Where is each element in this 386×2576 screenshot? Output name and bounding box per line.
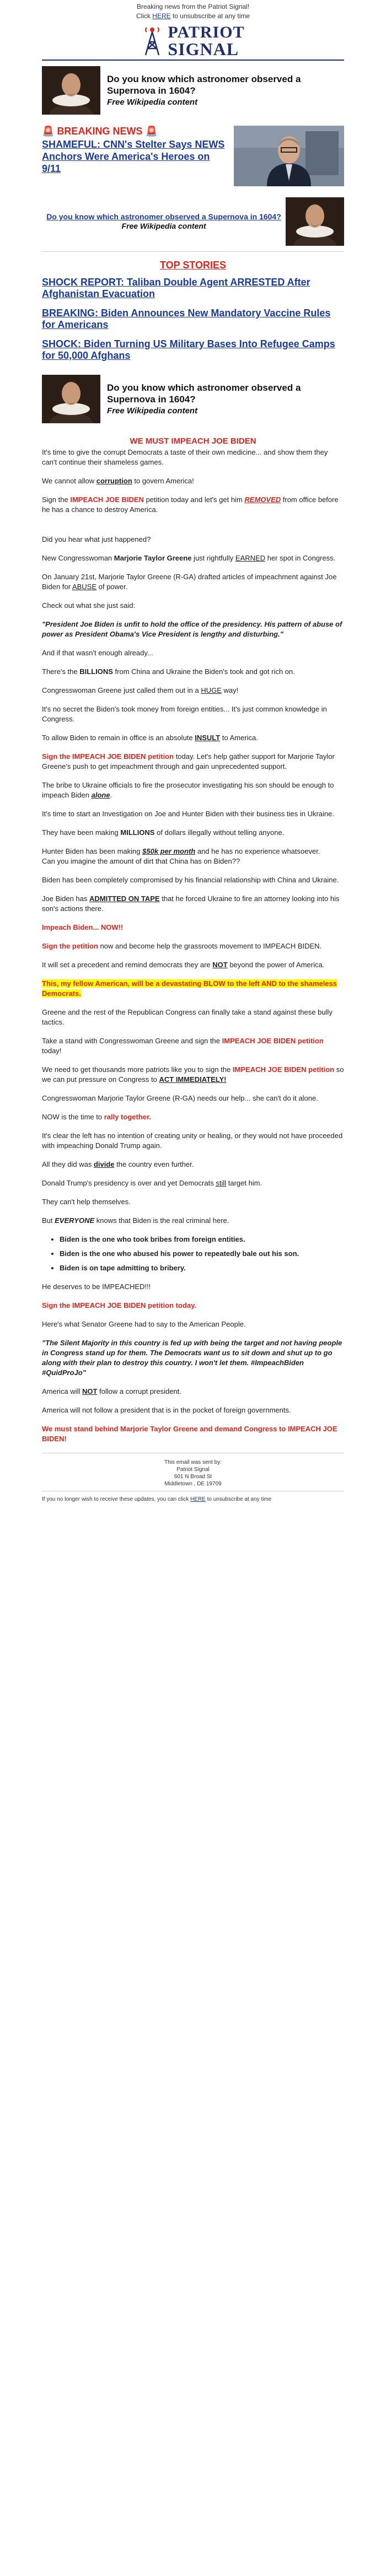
unsubscribe-link[interactable]: HERE <box>190 1496 206 1502</box>
list-item: • Biden is the one who abused his power to repeatedly bale out his son. <box>60 1249 344 1259</box>
paragraph: But EVERYONE knows that Biden is the real criminal here. <box>42 1216 229 1225</box>
ad-subtitle: Free Wikipedia content <box>107 406 198 416</box>
list-item: • Biden is on tape admitting to bribery. <box>60 1263 344 1273</box>
paragraph: Impeach Biden... NOW!! <box>42 923 124 931</box>
ad-portrait-image <box>42 375 100 423</box>
sponsored-ad-3[interactable] <box>42 369 344 429</box>
paragraph: America will not follow a president that is in the pocket of foreign governments. <box>42 1406 291 1414</box>
article-body <box>42 436 344 1444</box>
paragraph: NOW is the time to rally together. <box>42 1113 151 1121</box>
paragraph: It's clear the left has no intention of creating unity or healing, or they would not have proceeded with impeaching Donald Trump again. <box>42 1131 343 1150</box>
paragraph: Take a stand with Congresswoman Greene and sign the IMPEACH JOE BIDEN petition today! <box>42 1037 324 1055</box>
preheader <box>0 0 386 21</box>
paragraph: They can't help themselves. <box>42 1198 131 1206</box>
paragraph: All they did was divide the country even further. <box>42 1160 194 1168</box>
breaking-news-text <box>42 126 228 186</box>
paragraph: Sign the IMPEACH JOE BIDEN petition today. Let's help gather support for Marjorie Taylor Greene's push to get impeachment through and gain unprecedented support. <box>42 752 335 770</box>
top-story-link[interactable]: SHOCK REPORT: Taliban Double Agent ARRESTED After Afghanistan Evacuation <box>42 277 310 299</box>
quote: "President Joe Biden is unfit to hold the office of the presidency. His pattern of abuse of power as President Obama's Vice President is lengthy and disturbing." <box>42 620 342 638</box>
ad-text <box>107 382 344 417</box>
paragraph: It's no secret the Biden's took money from foreign entities... It's just common knowledge in Congress. <box>42 705 327 723</box>
top-story-link[interactable]: SHOCK: Biden Turning US Military Bases Into Refugee Camps for 50,000 Afghans <box>42 338 335 361</box>
paragraph: The bribe to Ukraine officials to fire the prosecutor investigating his son should be enough to impeach Biden alone. <box>42 781 334 799</box>
bullet-list <box>42 1235 344 1273</box>
paragraph: Biden has been completely compromised by his financial relationship with China and Ukraine. <box>42 876 339 884</box>
paragraph: Donald Trump's presidency is over and yet Democrats still target him. <box>42 1179 262 1187</box>
highlighted-paragraph: This, my fellow American, will be a devastating BLOW to the left AND to the shameless Democrats. <box>42 979 337 998</box>
breaking-news-headline[interactable]: SHAMEFUL: CNN's Stelter Says NEWS Anchors Were America's Heroes on 9/11 <box>42 139 225 174</box>
paragraph: Here's what Senator Greene had to say to the American People. <box>42 1320 246 1328</box>
paragraph: Greene and the rest of the Republican Congress can finally take a stand against these bully tactics. <box>42 1008 333 1026</box>
footer-sender-name: Patriot Signal <box>176 1467 210 1473</box>
top-story-link[interactable]: BREAKING: Biden Announces New Mandatory Vaccine Rules for Americans <box>42 308 331 330</box>
ad-title[interactable]: Do you know which astronomer observed a Supernova in 1604? <box>107 73 301 96</box>
petition-link[interactable]: IMPEACH JOE BIDEN petition <box>222 1037 324 1045</box>
paragraph: Check out what she just said: <box>42 601 136 610</box>
list-item: • Biden is the one who took bribes from foreign entities. <box>60 1235 344 1244</box>
petition-link[interactable]: IMPEACH JOE BIDEN <box>70 495 144 504</box>
paragraph: Congresswoman Marjorie Taylor Greene (R-GA) needs our help... she can't do it alone. <box>42 1094 318 1102</box>
paragraph: Did you hear what just happened? <box>42 535 151 543</box>
paragraph: To allow Biden to remain in office is an absolute INSULT to America. <box>42 734 258 742</box>
paragraph: Joe Biden has ADMITTED ON TAPE that he forced Ukraine to fire an attorney looking into his son's actions there. <box>42 894 340 913</box>
footer-street: 601 N Broad St <box>174 1474 212 1480</box>
footer-sent-by: This email was sent by: <box>164 1459 222 1465</box>
preheader-line: Breaking news from the Patriot Signal! <box>136 3 250 10</box>
article-heading: WE MUST IMPEACH JOE BIDEN <box>130 436 256 446</box>
footer-city: Middletown , DE 19709 <box>164 1481 222 1487</box>
patriot-signal-logo[interactable] <box>0 24 386 57</box>
paragraph: We cannot allow corruption to govern America! <box>42 477 194 485</box>
paragraph: On January 21st, Marjorie Taylor Greene (R-GA) drafted articles of impeachment against Joe Biden for ABUSE of power. <box>42 573 337 591</box>
ad-title[interactable]: Do you know which astronomer observed a Supernova in 1604? <box>107 382 301 405</box>
paragraph: Hunter Biden has been making $50k per month and he has no experience whatsoever. Can you imagine the amount of dirt that China has on Biden?? <box>42 847 320 865</box>
ad-text <box>42 212 286 231</box>
ad-subtitle: Free Wikipedia content <box>121 222 206 230</box>
paragraph: New Congresswoman Marjorie Taylor Greene just rightfully EARNED her spot in Congress. <box>42 554 336 562</box>
petition-link[interactable]: IMPEACH JOE BIDEN petition <box>232 1065 335 1074</box>
ad-portrait-image <box>286 197 344 246</box>
ad-subtitle: Free Wikipedia content <box>107 97 198 107</box>
breaking-news-label: 🚨 BREAKING NEWS 🚨 <box>42 126 158 137</box>
petition-link[interactable]: Sign the petition <box>42 942 98 950</box>
petition-link[interactable]: Sign the IMPEACH JOE BIDEN petition <box>42 752 174 761</box>
paragraph: It's time to give the corrupt Democrats a taste of their own medicine... and show them they can't continue their shameless games. <box>42 448 328 466</box>
unsubscribe-notice: If you no longer wish to receive these updates, you can click HERE to unsubscribe at any time <box>42 1496 272 1502</box>
closing-call-to-action[interactable]: We must stand behind Marjorie Taylor Greene and demand Congress to IMPEACH JOE BIDEN! <box>42 1425 337 1443</box>
paragraph: It will set a precedent and remind democrats they are NOT beyond the power of America. <box>42 961 325 969</box>
quote: "The Silent Majority in this country is fed up with being the target and not having people in Congress stand up for them. The Democrats want us to sit down and shut up to go along with their plan to destroy this country. I won't let them. #ImpeachBiden #QuidProJo" <box>42 1339 342 1377</box>
preheader-unsubscribe-link[interactable]: HERE <box>152 12 171 20</box>
sponsored-ad-1[interactable] <box>42 61 344 120</box>
preheader-unsub-line: Click HERE to unsubscribe at any time <box>136 12 250 20</box>
paragraph: And if that wasn't enough already... <box>42 649 153 657</box>
logo-wordmark: PATRIOT SIGNAL <box>168 23 245 59</box>
ad-text <box>107 73 344 108</box>
top-stories-heading: TOP STORIES <box>159 260 227 271</box>
paragraph: America will NOT follow a corrupt president. <box>42 1387 181 1395</box>
paragraph: Sign the IMPEACH JOE BIDEN petition today and let's get him REMOVED from office before he has a chance to destroy America. <box>42 495 339 514</box>
paragraph: We need to get thousands more patriots like you to sign the IMPEACH JOE BIDEN petition so we can put pressure on Congress to ACT IMMEDIATELY! <box>42 1065 344 1084</box>
paragraph: Sign the petition now and become help the grassroots movement to IMPEACH BIDEN. <box>42 942 322 950</box>
section-divider <box>42 251 344 252</box>
footer <box>0 1459 386 1488</box>
petition-link[interactable]: Sign the IMPEACH JOE BIDEN petition today. <box>42 1301 196 1309</box>
paragraph: They have been making MILLIONS of dollars illegally without telling anyone. <box>42 828 285 837</box>
paragraph: It's time to start an Investigation on Joe and Hunter Biden with their business ties in Ukraine. <box>42 810 334 818</box>
paragraph: Congresswoman Greene just called them out in a HUGE way! <box>42 686 239 694</box>
paragraph: He deserves to be IMPEACHED!!! <box>42 1282 151 1291</box>
ad-title[interactable]: Do you know which astronomer observed a Supernova in 1604? <box>46 212 281 221</box>
breaking-news-block[interactable] <box>42 120 344 192</box>
siren-icon: 🚨 <box>145 126 158 137</box>
paragraph: There's the BILLIONS from China and Ukraine the Biden's took and got rich on. <box>42 667 295 676</box>
radio-tower-icon <box>141 25 163 56</box>
ad-portrait-image <box>42 66 100 115</box>
sponsored-ad-2[interactable] <box>42 192 344 251</box>
news-anchor-photo <box>234 126 344 186</box>
siren-icon: 🚨 <box>42 126 55 137</box>
